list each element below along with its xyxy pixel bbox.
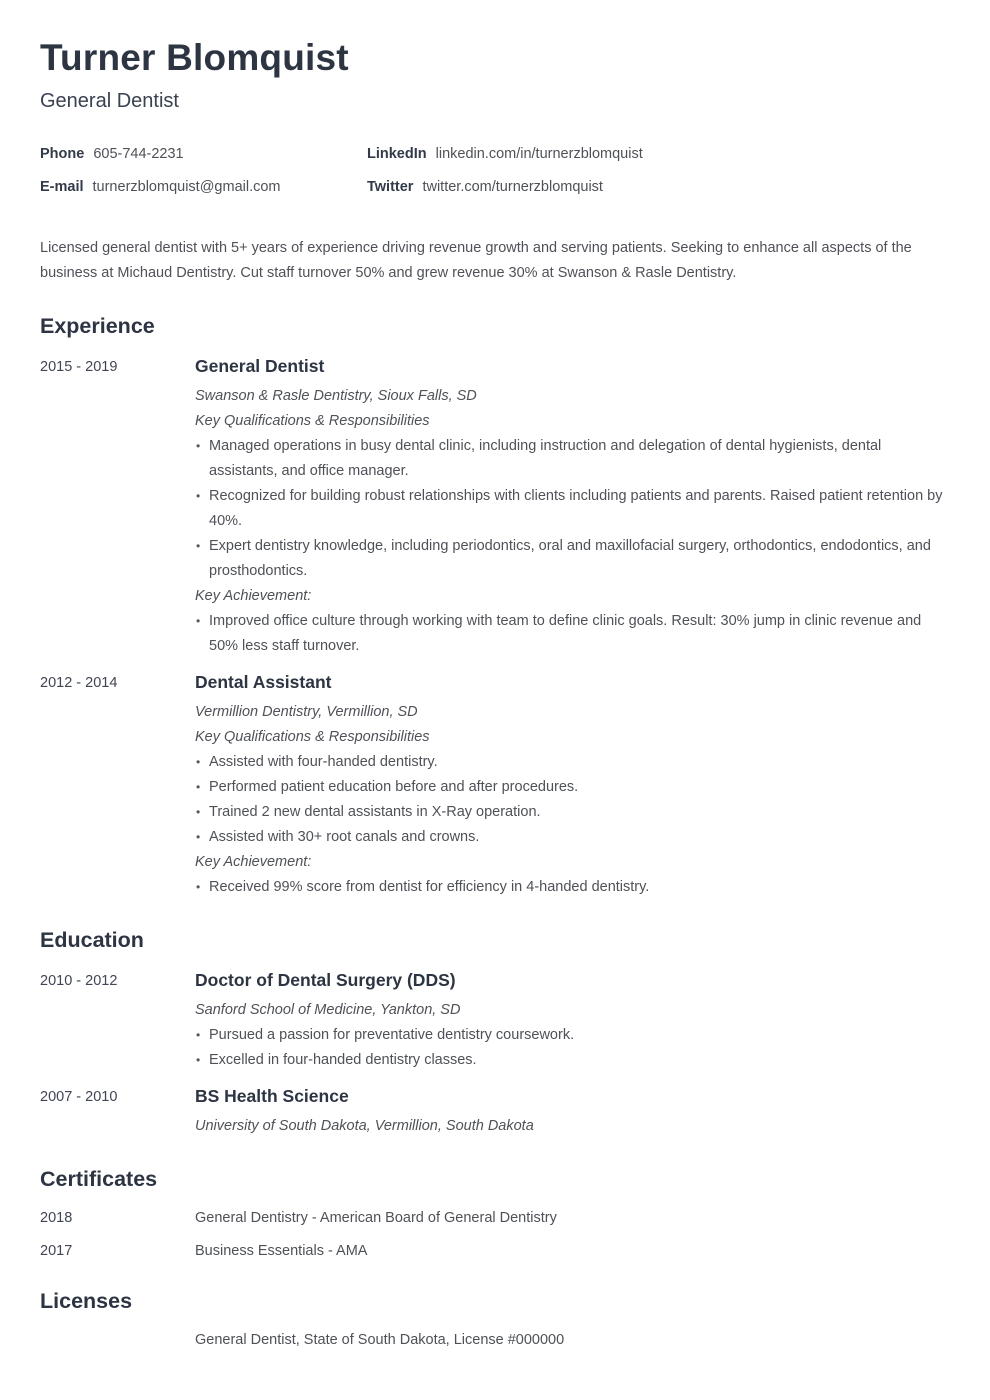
contact-block: [40, 144, 950, 197]
contact-email: [40, 177, 367, 197]
bullet-item: • Expert dentistry knowledge, including periodontics, oral and maxillofacial surgery, orthodontics, endodontics, and prosthodontics.: [195, 534, 950, 584]
license-row: [40, 1330, 950, 1350]
education-heading: Education: [40, 928, 144, 952]
achievement-list: [195, 875, 950, 900]
bullet-item: • Excelled in four-handed dentistry classes.: [195, 1048, 950, 1073]
experience-section: [40, 314, 950, 900]
education-entry: [40, 1085, 950, 1139]
bullet-item: • Pursued a passion for preventative dentistry coursework.: [195, 1023, 950, 1048]
contact-phone-label: Phone: [40, 146, 85, 162]
education-section: [40, 928, 950, 1139]
entry-school: University of South Dakota, Vermillion, South Dakota: [195, 1118, 534, 1134]
entry-school: Sanford School of Medicine, Yankton, SD: [195, 1002, 461, 1018]
achievement-list: [195, 609, 950, 659]
certificate-year: 2018: [40, 1210, 73, 1226]
bullet-item: • Managed operations in busy dental clinic, including instruction and delegation of dental hygienists, dental assistants, and office manager.: [195, 434, 950, 484]
certificate-year: 2017: [40, 1243, 73, 1259]
bullet-item: • Performed patient education before and after procedures.: [195, 775, 950, 800]
entry-degree-title: BS Health Science: [195, 1086, 349, 1106]
bullet-list: [195, 434, 950, 584]
bullet-item: • Recognized for building robust relationships with clients including patients and parents. Raised patient retention by 40%.: [195, 484, 950, 534]
certificate-row: [40, 1208, 950, 1228]
bullet-item: • Improved office culture through working with team to define clinic goals. Result: 30% jump in clinic revenue and 50% less staff turnover.: [195, 609, 950, 659]
bullet-item: • Assisted with 30+ root canals and crowns.: [195, 825, 950, 850]
experience-entry: [40, 355, 950, 659]
certificate-text: General Dentistry - American Board of General Dentistry: [195, 1210, 557, 1226]
person-name: Turner Blomquist: [40, 37, 349, 78]
achievement-label: Key Achievement:: [195, 854, 312, 870]
entry-dates: 2012 - 2014: [40, 675, 118, 691]
entry-degree-title: Doctor of Dental Surgery (DDS): [195, 970, 456, 990]
bullet-item: • Trained 2 new dental assistants in X-Ray operation.: [195, 800, 950, 825]
certificate-text: Business Essentials - AMA: [195, 1243, 368, 1259]
license-year-spacer: [40, 1330, 195, 1350]
entry-dates: 2015 - 2019: [40, 359, 118, 375]
person-job-title: General Dentist: [40, 90, 179, 112]
bullet-list: [195, 750, 950, 850]
licenses-heading: Licenses: [40, 1289, 133, 1313]
licenses-section: [40, 1289, 950, 1350]
contact-twitter-label: Twitter: [367, 179, 414, 195]
summary-paragraph: Licensed general dentist with 5+ years of experience driving revenue growth and serving patients. Seeking to enhance all aspects of the business at Michaud Dentistry. Cut staff turnover 50% and grew revenue 30% at Swanson & Rasle Dentistry.: [40, 240, 912, 281]
entry-job-title: General Dentist: [195, 356, 325, 376]
achievement-label: Key Achievement:: [195, 588, 312, 604]
contact-phone: [40, 144, 367, 164]
bullet-item: • Received 99% score from dentist for efficiency in 4-handed dentistry.: [195, 875, 950, 900]
contact-twitter-value: twitter.com/turnerzblomquist: [422, 179, 603, 195]
certificates-heading: Certificates: [40, 1167, 158, 1191]
experience-heading: Experience: [40, 314, 155, 338]
qualifications-label: Key Qualifications & Responsibilities: [195, 729, 430, 745]
entry-company: Swanson & Rasle Dentistry, Sioux Falls, SD: [195, 388, 477, 404]
experience-entry: [40, 671, 950, 900]
entry-dates: 2007 - 2010: [40, 1089, 118, 1105]
entry-job-title: Dental Assistant: [195, 672, 332, 692]
contact-twitter: [367, 177, 950, 197]
contact-linkedin-value: linkedin.com/in/turnerzblomquist: [435, 146, 643, 162]
contact-linkedin: [367, 144, 950, 164]
contact-linkedin-label: LinkedIn: [367, 146, 427, 162]
bullet-item: • Assisted with four-handed dentistry.: [195, 750, 950, 775]
license-text: General Dentist, State of South Dakota, License #000000: [195, 1332, 565, 1348]
education-entry: [40, 969, 950, 1073]
contact-email-label: E-mail: [40, 179, 84, 195]
certificate-row: [40, 1241, 950, 1261]
contact-email-value: turnerzblomquist@gmail.com: [92, 179, 281, 195]
entry-company: Vermillion Dentistry, Vermillion, SD: [195, 704, 418, 720]
contact-phone-value: 605-744-2231: [93, 146, 184, 162]
qualifications-label: Key Qualifications & Responsibilities: [195, 413, 430, 429]
entry-dates: 2010 - 2012: [40, 973, 118, 989]
certificates-section: [40, 1167, 950, 1261]
bullet-list: [195, 1023, 950, 1073]
